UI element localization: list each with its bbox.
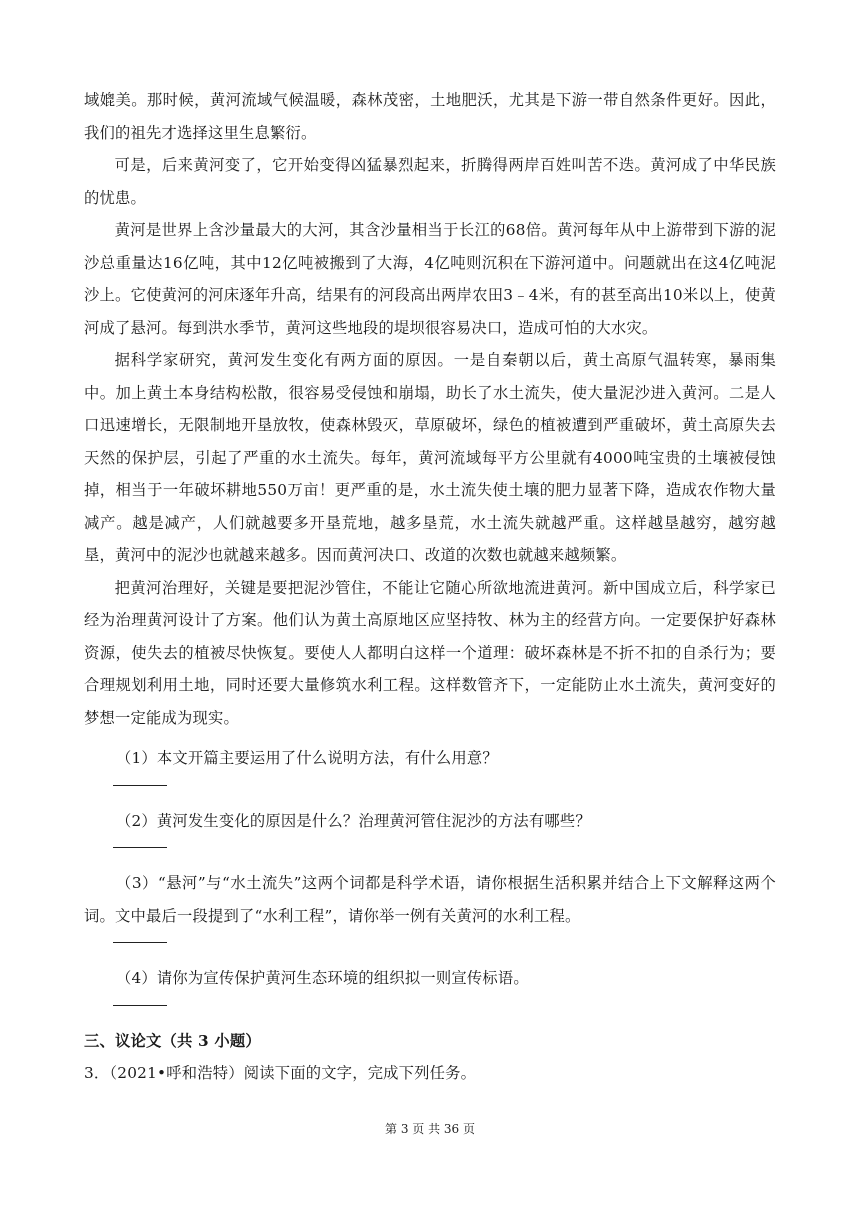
question-2: （2）黄河发生变化的原因是什么？治理黄河管住泥沙的方法有哪些？ xyxy=(116,811,591,830)
answer-blank-3[interactable] xyxy=(113,942,167,943)
page-footer: 第 3 页 共 36 页 xyxy=(385,1122,475,1136)
page-content xyxy=(84,84,776,1090)
paragraph: 据科学家研究，黄河发生变化有两方面的原因。一是自秦朝以后，黄土高原气温转寒，暴雨集中。加上黄土本身结构松散，很容易受侵蚀和崩塌，助长了水土流失，使大量泥沙进入黄河。二是人口迅速增长，无限制地开垦放牧，使森林毁灭，草原破坏，绿色的植被遭到严重破坏，黄土高原失去天然的保护层，引起了严重的水土流失。每年，黄河流域每平方公里就有4000吨宝贵的土壤被侵蚀掉，相当于一年破坏耕地550万亩！更严重的是，水土流失使土壤的肥力显著下降，造成农作物大量减产。越是减产，人们就越要多开垦荒地，越多垦荒，水土流失就越严重。这样越垦越穷，越穷越垦，黄河中的泥沙也就越来越多。因而黄河决口、改道的次数也就越来越频繁。 xyxy=(84,351,776,564)
answer-blank-4[interactable] xyxy=(113,1005,167,1006)
answer-blank-1[interactable] xyxy=(113,785,167,786)
next-question-stem: 3．（2021•呼和浩特）阅读下面的文字，完成下列任务。 xyxy=(84,1064,477,1082)
question-3: （3）“悬河”与“水土流失”这两个词都是科学术语，请你根据生活积累并结合上下文解释这两个词。文中最后一段提到了“水利工程”，请你举一例有关黄河的水利工程。 xyxy=(84,874,776,925)
paragraph: 黄河是世界上含沙量最大的大河，其含沙量相当于长江的68倍。黄河每年从中上游带到下游的泥沙总重量达16亿吨，其中12亿吨被搬到了大海，4亿吨则沉积在下游河道中。问题就出在这4亿吨泥沙上。它使黄河的河床逐年升高，结果有的河段高出两岸农田3﹣4米，有的甚至高出10米以上，使黄河成了悬河。每到洪水季节，黄河这些地段的堤坝很容易决口，造成可怕的大水灾。 xyxy=(84,221,776,337)
paragraph: 域媲美。那时候，黄河流域气候温暖，森林茂密，土地肥沃，尤其是下游一带自然条件更好。因此，我们的祖先才选择这里生息繁衍。 xyxy=(84,91,776,142)
question-1: （1）本文开篇主要运用了什么说明方法，有什么用意？ xyxy=(116,749,498,767)
question-4: （4）请你为宣传保护黄河生态环境的组织拟一则宣传标语。 xyxy=(116,969,529,987)
section-title: 三、议论文（共 3 小题） xyxy=(84,1031,261,1050)
answer-blank-2[interactable] xyxy=(113,847,167,848)
paragraph: 可是，后来黄河变了，它开始变得凶猛暴烈起来，折腾得两岸百姓叫苦不迭。黄河成了中华民族的忧患。 xyxy=(84,156,776,207)
paragraph: 把黄河治理好，关键是要把泥沙管住，不能让它随心所欲地流进黄河。新中国成立后，科学家已经为治理黄河设计了方案。他们认为黄土高原地区应坚持牧、林为主的经营方向。一定要保护好森林资源，使失去的植被尽快恢复。要使人人都明白这样一个道理：破坏森林是不折不扣的自杀行为；要合理规划利用土地，同时还要大量修筑水利工程。这样数管齐下，一定能防止水土流失，黄河变好的梦想一定能成为现实。 xyxy=(84,578,776,727)
